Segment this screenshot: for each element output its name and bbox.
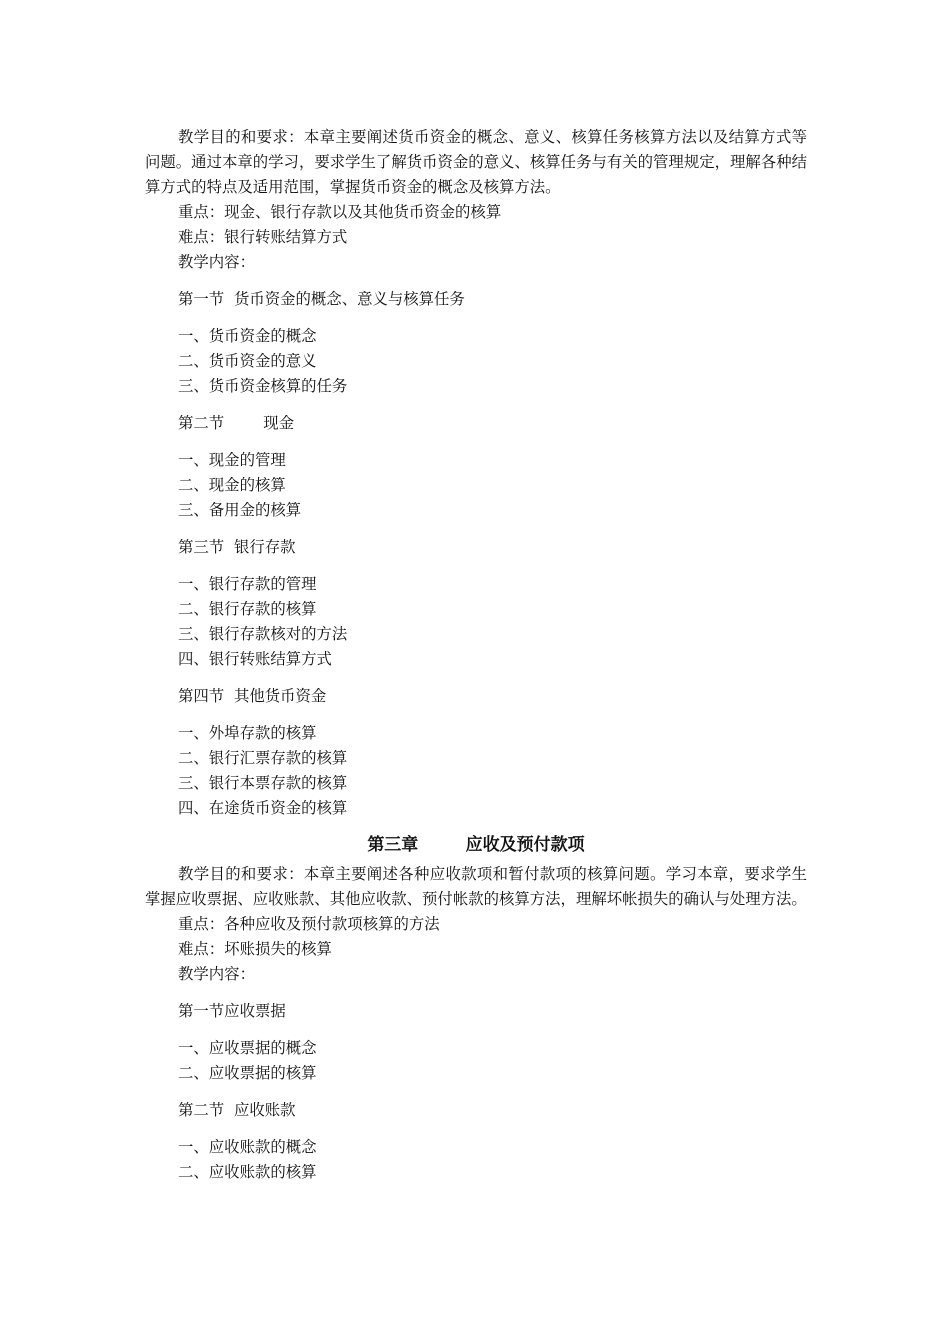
list-item: 二、应收账款的核算 <box>178 1163 317 1181</box>
ch3-difficulties: 难点：坏账损失的核算 <box>178 940 332 958</box>
section-title: 第二节 现金 <box>178 414 295 432</box>
list-item: 二、现金的核算 <box>178 476 286 494</box>
ch3-section-1 <box>145 999 807 1024</box>
list-item: 二、应收票据的核算 <box>178 1064 317 1082</box>
list-item: 二、银行存款的核算 <box>178 600 317 618</box>
document-page <box>145 125 807 1185</box>
list-item: 一、应收账款的概念 <box>178 1138 317 1156</box>
list-item: 三、银行本票存款的核算 <box>178 774 348 792</box>
list-item: 一、货币资金的概念 <box>178 327 317 345</box>
ch2-section-1 <box>145 287 807 312</box>
list-item: 四、银行转账结算方式 <box>178 650 332 668</box>
section-title: 第三节 银行存款 <box>178 538 296 556</box>
section-title: 第一节应收票据 <box>178 1002 286 1020</box>
list-item: 四、在途货币资金的核算 <box>178 799 348 817</box>
list-item: 二、货币资金的意义 <box>178 352 317 370</box>
ch2-difficulties: 难点：银行转账结算方式 <box>178 228 348 246</box>
ch3-section-2 <box>145 1098 807 1123</box>
ch2-content-label: 教学内容： <box>178 253 255 271</box>
ch2-section-4 <box>145 684 807 709</box>
ch2-key-points: 重点：现金、银行存款以及其他货币资金的核算 <box>178 203 502 221</box>
list-item: 一、银行存款的管理 <box>178 575 317 593</box>
section-title: 第四节 其他货币资金 <box>178 687 327 705</box>
section-title: 第一节 货币资金的概念、意义与核算任务 <box>178 290 465 308</box>
list-item: 一、现金的管理 <box>178 451 286 469</box>
list-item: 二、银行汇票存款的核算 <box>178 749 348 767</box>
list-item: 三、货币资金核算的任务 <box>178 377 348 395</box>
ch2-objectives: 教学目的和要求：本章主要阐述货币资金的概念、意义、核算任务核算方法以及结算方式等问题。通过本章的学习，要求学生了解货币资金的意义、核算任务与有关的管理规定，理解各种结算方式的特点及适用范围，掌握货币资金的概念及核算方法。 <box>145 128 807 196</box>
list-item: 一、应收票据的概念 <box>178 1039 317 1057</box>
ch3-objectives: 教学目的和要求：本章主要阐述各种应收款项和暂付款项的核算问题。学习本章，要求学生掌握应收票据、应收账款、其他应收款、预付帐款的核算方法，理解坏帐损失的确认与处理方法。 <box>145 865 807 908</box>
ch3-content-label: 教学内容： <box>178 965 255 983</box>
list-item: 一、外埠存款的核算 <box>178 724 317 742</box>
ch2-section-2 <box>145 411 807 436</box>
section-title: 第二节 应收账款 <box>178 1101 296 1119</box>
ch2-section-3 <box>145 535 807 560</box>
ch3-key-points: 重点：各种应收及预付款项核算的方法 <box>178 915 440 933</box>
list-item: 三、备用金的核算 <box>178 501 302 519</box>
list-item: 三、银行存款核对的方法 <box>178 625 348 643</box>
chapter-title: 第三章 应收及预付款项 <box>367 835 585 855</box>
